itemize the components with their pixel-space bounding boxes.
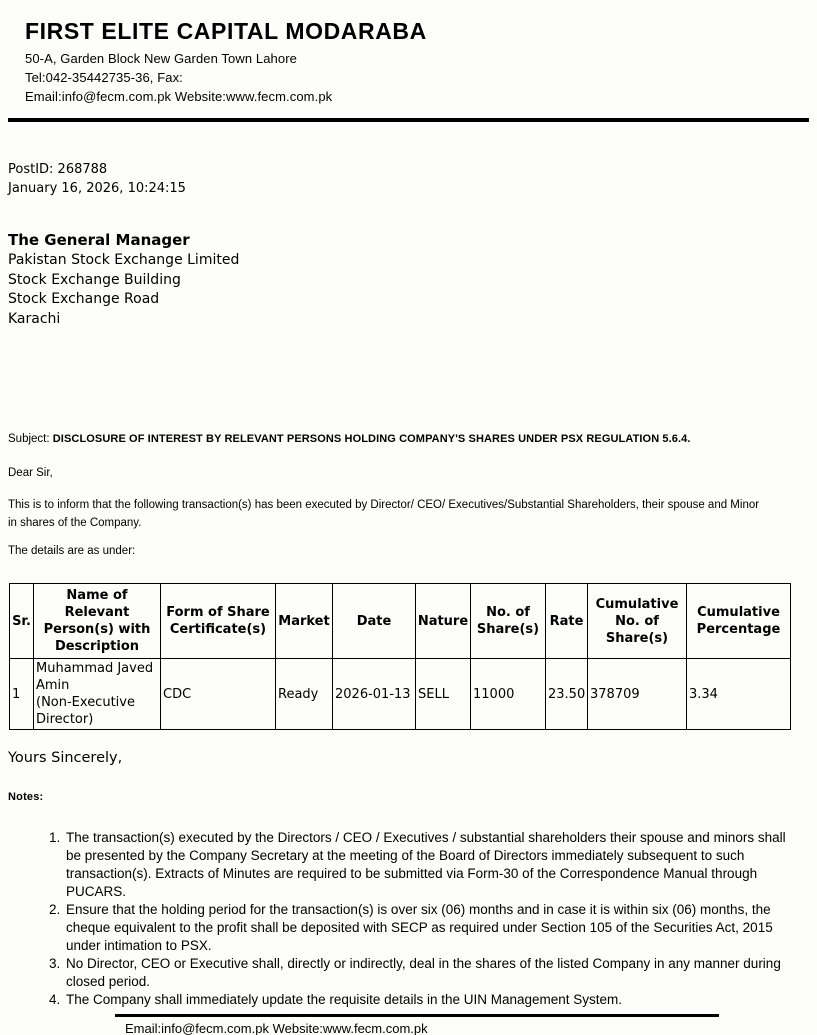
notes-label: Notes: bbox=[8, 791, 44, 803]
table-row bbox=[10, 659, 791, 730]
salutation: Dear Sir, bbox=[8, 467, 53, 479]
body-paragraph: This is to inform that the following transaction(s) has been executed by Director/ CEO/ Executives/Substantial Shareholders, their spouse and Minor in shares of the Company. bbox=[8, 499, 760, 529]
page-footer bbox=[8, 1014, 809, 1035]
cell-rate: 23.50 bbox=[546, 659, 588, 730]
post-meta bbox=[8, 160, 809, 198]
col-header-nature: Nature bbox=[416, 584, 471, 659]
col-header-date: Date bbox=[333, 584, 416, 659]
note-item: 4. The Company shall immediately update the requisite details in the UIN Management System. bbox=[64, 991, 794, 1009]
addressee-line: Pakistan Stock Exchange Limited bbox=[8, 252, 240, 268]
table-header-row bbox=[10, 584, 791, 659]
col-header-cumulative-percentage: Cumulative Percentage bbox=[687, 584, 791, 659]
col-header-sr: Sr. bbox=[10, 584, 34, 659]
cell-nature: SELL bbox=[416, 659, 471, 730]
closing-salutation: Yours Sincerely, bbox=[8, 750, 123, 766]
cell-cumulative-shares: 378709 bbox=[588, 659, 687, 730]
addressee-title: The General Manager bbox=[8, 231, 190, 249]
details-intro: The details are as under: bbox=[8, 545, 136, 557]
post-datetime: January 16, 2026, 10:24:15 bbox=[8, 181, 186, 196]
cell-cumulative-percentage: 3.34 bbox=[687, 659, 791, 730]
addressee-block bbox=[8, 230, 809, 329]
col-header-rate: Rate bbox=[546, 584, 588, 659]
cell-market: Ready bbox=[276, 659, 333, 730]
note-item: 3. No Director, CEO or Executive shall, directly or indirectly, deal in the shares of the listed Company in any manner during closed period. bbox=[64, 955, 794, 991]
subject-label: Subject: bbox=[8, 433, 50, 445]
addressee-line: Karachi bbox=[8, 310, 61, 327]
col-header-shares: No. of Share(s) bbox=[471, 584, 546, 659]
footer-email-website: Email:info@fecm.com.pk Website:www.fecm.com.pk bbox=[125, 1021, 428, 1035]
cell-sr: 1 bbox=[10, 659, 34, 730]
addressee-line: Stock Exchange Building bbox=[8, 271, 181, 288]
notes-list bbox=[8, 829, 809, 1009]
cell-name bbox=[34, 659, 161, 730]
transactions-table bbox=[9, 583, 791, 730]
post-id: PostID: 268788 bbox=[8, 162, 108, 177]
subject-line bbox=[8, 433, 809, 445]
col-header-cumulative-shares: Cumulative No. of Share(s) bbox=[588, 584, 687, 659]
company-tel-fax: Tel:042-35442735-36, Fax: bbox=[25, 70, 183, 85]
company-email-website: Email:info@fecm.com.pk Website:www.fecm.com.pk bbox=[25, 89, 333, 104]
col-header-name: Name of Relevant Person(s) with Description bbox=[34, 584, 161, 659]
subject-text: DISCLOSURE OF INTEREST BY RELEVANT PERSONS HOLDING COMPANY'S SHARES UNDER PSX REGULATION 5.6.4. bbox=[52, 433, 691, 445]
cell-form: CDC bbox=[161, 659, 276, 730]
note-item: 1. The transaction(s) executed by the Directors / CEO / Executives / substantial shareholders their spouse and minors shall be presented by the Company Secretary at the meeting of the Board of Directors immediately subsequent to such transaction(s). Extracts of Minutes are required to be submitted via Form-30 of the Correspondence Manual through PUCARS. bbox=[64, 829, 794, 901]
col-header-market: Market bbox=[276, 584, 333, 659]
cell-shares: 11000 bbox=[471, 659, 546, 730]
company-address: 50-A, Garden Block New Garden Town Lahore bbox=[25, 51, 297, 66]
addressee-line: Stock Exchange Road bbox=[8, 291, 160, 307]
cell-date: 2026-01-13 bbox=[333, 659, 416, 730]
person-name: Muhammad Javed Amin bbox=[36, 661, 154, 693]
col-header-form: Form of Share Certificate(s) bbox=[161, 584, 276, 659]
letterhead bbox=[8, 8, 809, 122]
company-name: FIRST ELITE CAPITAL MODARABA bbox=[25, 18, 427, 44]
note-item: 2. Ensure that the holding period for the transaction(s) is over six (06) months and in case it is within six (06) months, the cheque equivalent to the profit shall be deposited with SECP as required under Section 105 of the Securities Act, 2015 under intimation to PSX. bbox=[64, 901, 794, 955]
person-description: (Non-Executive Director) bbox=[36, 695, 135, 727]
